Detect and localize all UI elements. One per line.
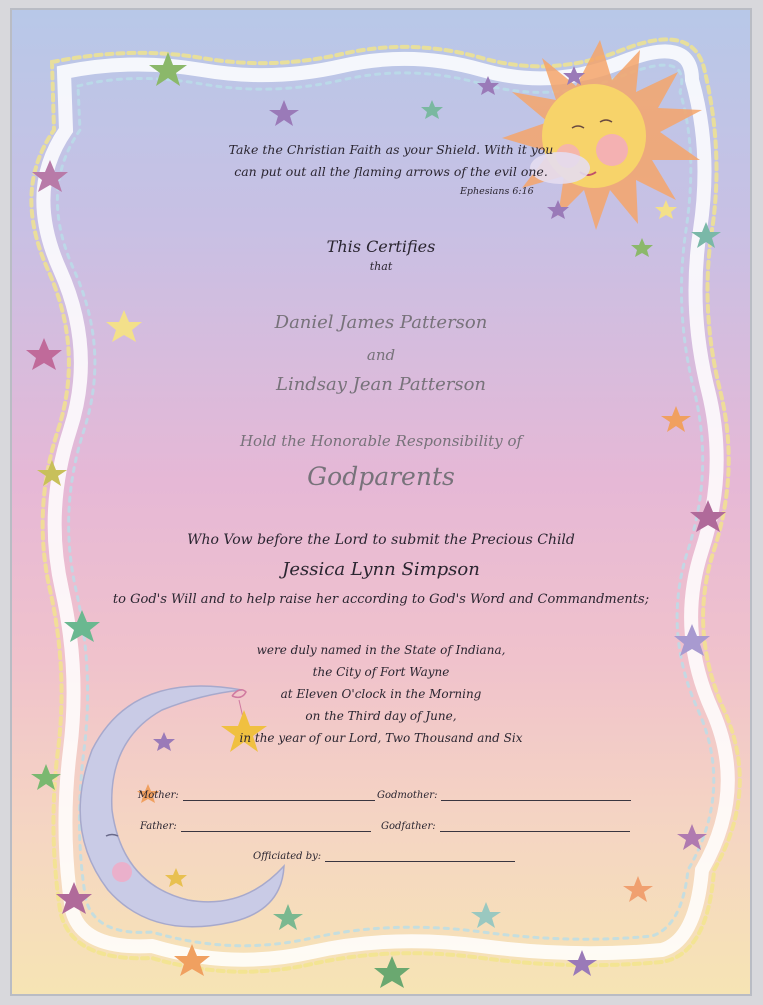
godparent-name-1: Daniel James Patterson xyxy=(274,312,488,333)
mother-signature xyxy=(138,790,375,801)
responsibility-line: Hold the Honorable Responsibility of xyxy=(239,432,523,450)
that-text: that xyxy=(369,260,393,273)
certifies-heading: This Certifies xyxy=(326,237,436,256)
father-label: Father: xyxy=(140,821,177,832)
star-icon xyxy=(374,956,410,988)
naming-state: were duly named in the State of Indiana, xyxy=(256,643,506,657)
naming-day: on the Third day of June, xyxy=(305,709,457,723)
vow-line-1: Who Vow before the Lord to submit the Precious Child xyxy=(187,532,575,548)
father-signature-line xyxy=(181,830,371,832)
godfather-signature-line xyxy=(440,830,630,832)
star-icon xyxy=(269,100,299,126)
naming-city: the City of Fort Wayne xyxy=(312,665,450,679)
verse-line-1: Take the Christian Faith as your Shield. With it you xyxy=(228,142,554,157)
verse-line-2: can put out all the flaming arrows of the evil one. xyxy=(234,164,548,179)
star-icon xyxy=(471,902,501,928)
star-icon xyxy=(165,868,187,887)
godmother-signature xyxy=(377,790,631,801)
certificate xyxy=(10,8,752,996)
vow-line-2: to God's Will and to help raise her according to God's Word and Commandments; xyxy=(112,592,650,607)
and-text: and xyxy=(366,346,396,364)
star-icon xyxy=(661,406,691,432)
officiated-label: Officiated by: xyxy=(253,851,322,862)
verse-reference: Ephesians 6:16 xyxy=(460,186,534,197)
star-icon xyxy=(273,904,303,930)
mother-signature-line xyxy=(183,799,375,801)
star-icon xyxy=(655,200,677,219)
godparent-name-2: Lindsay Jean Patterson xyxy=(275,374,487,395)
star-icon xyxy=(623,876,653,902)
godfather-signature xyxy=(381,821,630,832)
star-icon xyxy=(421,100,443,119)
certificate-artwork xyxy=(12,10,752,996)
godfather-label: Godfather: xyxy=(381,821,436,832)
father-signature xyxy=(140,821,371,832)
naming-year: in the year of our Lord, Two Thousand and Six xyxy=(239,731,523,745)
sun-icon xyxy=(502,40,702,230)
godparents-title: Godparents xyxy=(307,462,455,491)
officiant-signature xyxy=(253,851,515,862)
star-icon xyxy=(677,824,707,850)
child-name: Jessica Lynn Simpson xyxy=(282,559,480,580)
godmother-signature-line xyxy=(441,799,631,801)
mother-label: Mother: xyxy=(138,790,179,801)
officiant-signature-line xyxy=(325,860,515,862)
godmother-label: Godmother: xyxy=(377,790,438,801)
naming-time: at Eleven O'clock in the Morning xyxy=(280,687,482,701)
